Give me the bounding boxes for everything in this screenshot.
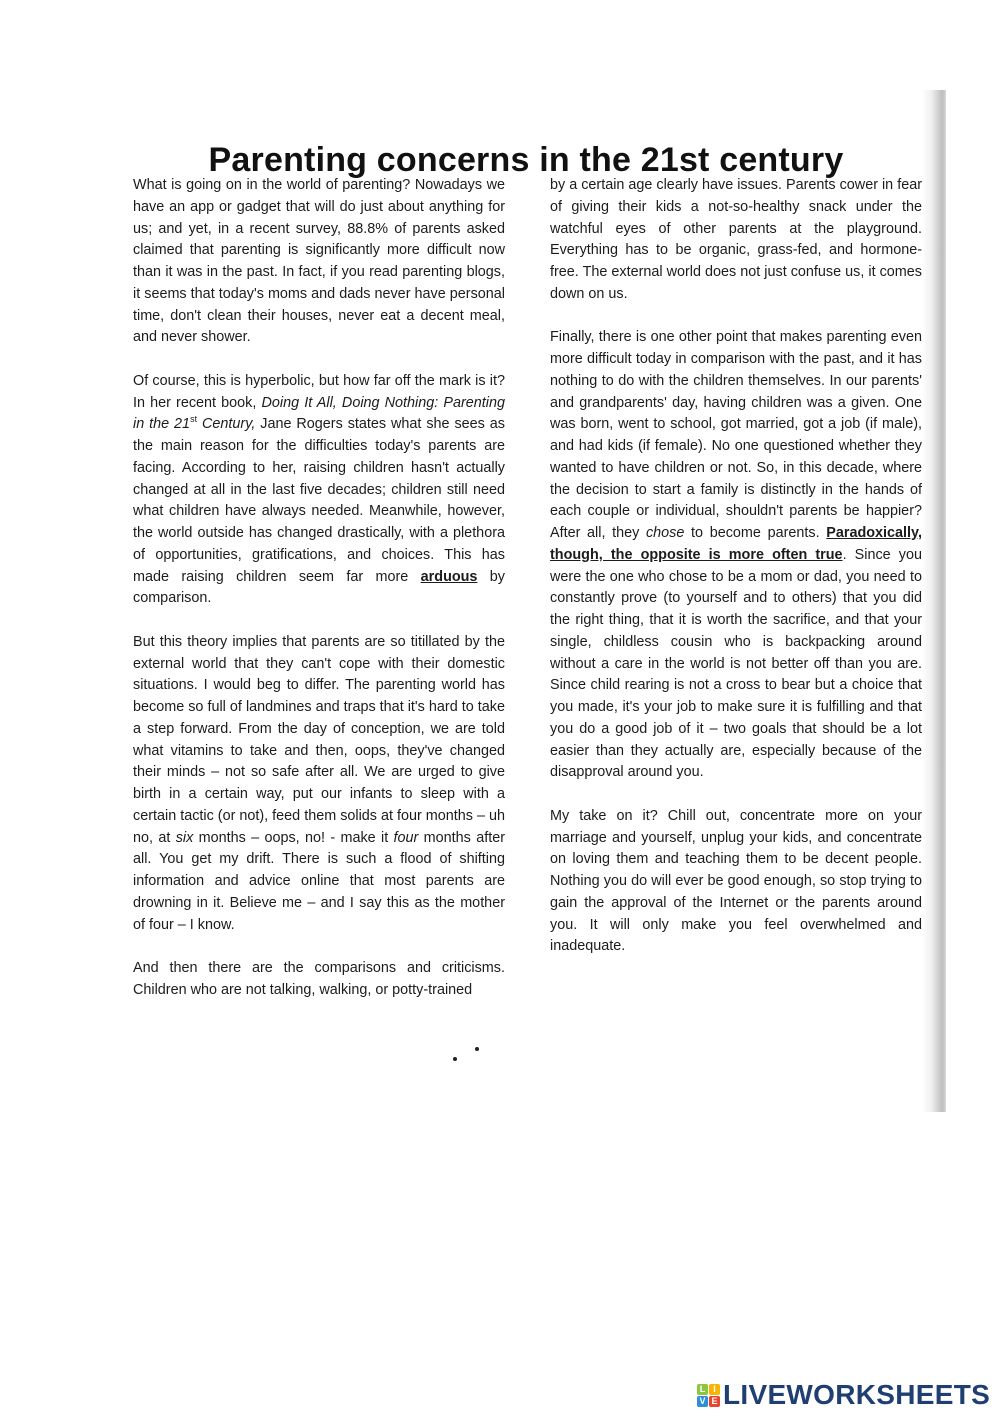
scan-page-edge-shadow <box>922 90 946 1112</box>
text-segment: . Since you were the one who chose to be a mom or dad, you need to constantly prove (to yourself and to others) that you did the right thing, that it is worth the sacrifice, and that your single, childless cousin who is backpacking around without a care in the world is not better off than you are. Since child rearing is not a cross to bear but a choice that you made, it's your job to make sure it is fulfilling and that you do a good job of it – two goals that should be a lot easier than they actually are, especially because of the disapproval around you. <box>550 546 922 781</box>
text-segment: to become parents. <box>684 525 827 541</box>
text-segment: But this theory implies that parents are so titillated by the external world that they can't cope with their domestic situations. I would beg to differ. The parenting world has become so full of landmines and traps that it's hard to take a step forward. From the day of conception, we are told what vitamins to take and then, oops, they've changed their minds – not so safe after all. We are urged to give birth in a certain way, put our infants to sleep with a certain tactic (or not), feed them solids at four months – uh no, at <box>133 633 505 846</box>
logo-tile: L <box>697 1384 708 1395</box>
text-segment: Of course, this is hyperbolic, but how far off the mark is it? In her recent book, <box>133 372 505 411</box>
left-column <box>133 175 505 1023</box>
text-segment: by comparison. <box>133 568 506 607</box>
paragraph <box>133 958 505 1002</box>
scan-speck <box>475 1047 479 1051</box>
logo-text: LIVEWORKSHEETS <box>723 1379 991 1410</box>
italic-text: six <box>175 829 194 846</box>
right-column <box>550 175 922 980</box>
text-segment: months – oops, no! - make it <box>193 829 394 846</box>
text-segment: And then there are the comparisons and criticisms. Children who are not talking, walking, or potty-trained <box>133 960 505 998</box>
text-segment: Jane Rogers states what she sees as the main reason for the difficulties today's parents are facing. According to her, raising children hasn't actually changed at all in the last five decades; children still need what children have always needed. Meanwhile, however, the world outside has changed drastically, with a plethora of opportunities, gratifications, and choices. This has made raising children seem far more <box>133 416 505 585</box>
text-segment: My take on it? Chill out, concentrate more on your marriage and yourself, unplug your kids, and concentrate on loving them and teaching them to be decent people. Nothing you do will ever be good enough, so stop trying to gain the approval of the Internet or the parents around you. It will only make you feel overwhelmed and inadequate. <box>550 807 922 955</box>
text-segment: What is going on in the world of parenting? Nowadays we have an app or gadget that will do just about anything for us; and yet, in a recent survey, 88.8% of parents asked claimed that parenting is significantly more difficult now than it was in the past. In fact, if you read parenting blogs, it seems that today's moms and dads never have personal time, don't clean their houses, never eat a decent meal, and never shower. <box>133 177 505 346</box>
logo-tile: E <box>709 1396 720 1407</box>
logo-tile: V <box>697 1396 708 1407</box>
italic-text: Century, <box>197 416 256 433</box>
paragraph <box>550 806 922 958</box>
page-title: Parenting concerns in the 21st century <box>208 140 844 179</box>
text-segment: Finally, there is one other point that makes parenting even more difficult today in comparison with the past, and it has nothing to do with the children themselves. In our parents' and grandparents' day, having children was a given. One was born, went to school, got married, got a job (if male), and had kids (if female). No one questioned whether they wanted to have children or not. So, in this decade, where the decision to start a family is distinctly in the hands of each couple or individual, shouldn't parents be happier? After all, they <box>550 329 922 541</box>
underlined-bold-text: Paradoxically, though, the opposite is more often true <box>550 525 922 563</box>
liveworksheets-logo <box>697 1379 990 1411</box>
text-segment: st <box>190 414 198 425</box>
scan-speck <box>453 1057 457 1061</box>
paragraph <box>550 175 922 306</box>
logo-tiles-icon <box>697 1384 720 1407</box>
paragraph <box>133 632 505 937</box>
text-segment: by a certain age clearly have issues. Parents cower in fear of giving their kids a not-so-healthy snack under the watchful eyes of other parents at the playground. Everything has to be organic, grass-fed, and hormone-free. The external world does not just confuse us, it comes down on us. <box>550 177 922 302</box>
text-segment: months after all. You get my drift. There is such a flood of shifting information and advice online that most parents are drowning in it. Believe me – and I say this as the mother of four – I know. <box>133 829 505 933</box>
paragraph <box>133 175 505 349</box>
italic-text: chose <box>645 525 685 541</box>
paragraph <box>133 371 505 610</box>
paragraph <box>550 327 922 784</box>
italic-text: Doing It All, Doing Nothing: Parenting in the 21 <box>133 394 505 433</box>
underlined-bold-text: arduous <box>420 568 478 585</box>
italic-text: four <box>393 829 419 846</box>
logo-tile: I <box>709 1384 720 1395</box>
